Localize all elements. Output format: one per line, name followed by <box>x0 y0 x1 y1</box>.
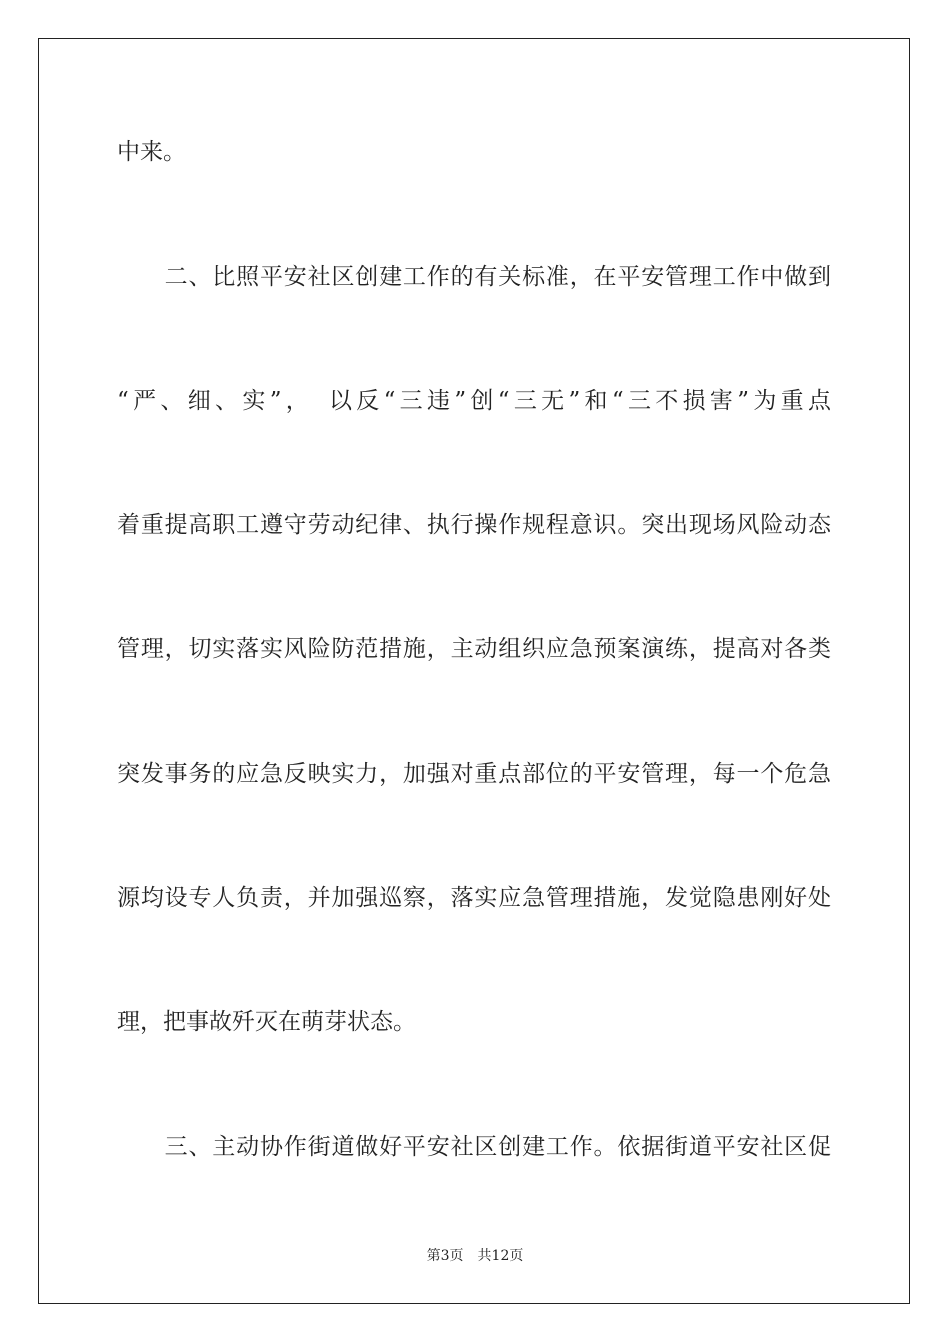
text-line: “严、细、实”， 以反“三违”创“三无”和“三不损害”为重点 <box>117 388 831 414</box>
text-line: 理，把事故歼灭在萌芽状态。 <box>117 1009 416 1035</box>
text-line: 源均设专人负责，并加强巡察，落实应急管理措施，发觉隐患刚好处 <box>117 885 831 911</box>
text-line: 二、比照平安社区创建工作的有关标准，在平安管理工作中做到 <box>117 264 831 290</box>
text-line: 管理，切实落实风险防范措施，主动组织应急预案演练，提高对各类 <box>117 636 831 662</box>
total-pages: 共12页 <box>477 1248 524 1264</box>
text-line: 中来。 <box>117 139 186 165</box>
page-footer <box>0 1246 950 1266</box>
text-line: 三、主动协作街道做好平安社区创建工作。依据街道平安社区促 <box>117 1134 831 1160</box>
text-line: 突发事务的应急反映实力，加强对重点部位的平安管理，每一个危急 <box>117 761 831 787</box>
text-line: 着重提高职工遵守劳动纪律、执行操作规程意识。突出现场风险动态 <box>117 512 831 538</box>
page-number: 第3页 <box>426 1248 464 1264</box>
page-border <box>38 38 910 1304</box>
